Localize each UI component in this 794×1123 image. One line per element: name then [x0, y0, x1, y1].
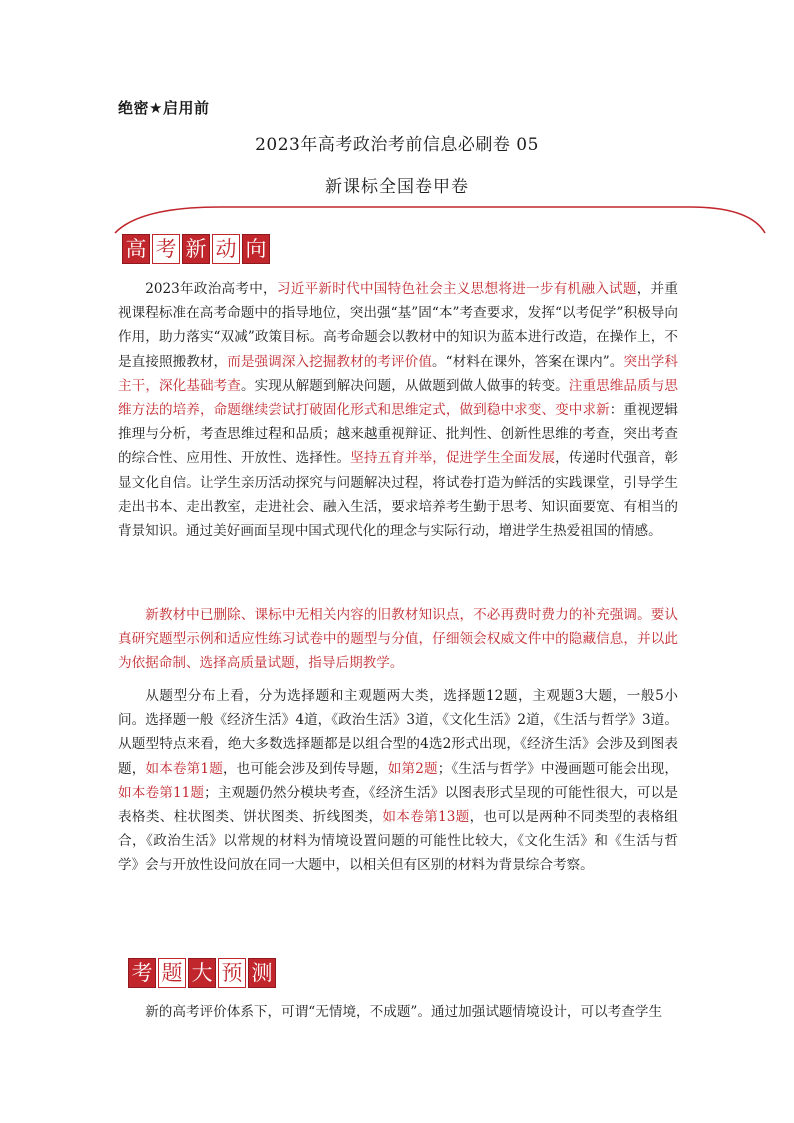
- highlight-text: 如本卷第1题: [145, 760, 223, 777]
- highlight-text: 如本卷第13题: [382, 809, 470, 826]
- banner-char: 向: [242, 234, 270, 264]
- text-run: 新的高考评价体系下，可谓“无情境，不成题”。通过加强试题情境设计，可以考查学生: [145, 1004, 663, 1020]
- text-run: 。“材料在课外，答案在课内”。: [431, 353, 624, 370]
- banner-char: 动: [212, 234, 240, 264]
- paragraph-question-types: [118, 684, 678, 878]
- banner-char: 测: [248, 958, 276, 988]
- banner-char: 考: [128, 958, 156, 988]
- text-run: ，并重视课程标准在高考命题中的指导地位，突出强“基”固“本”考查要求，发挥“以考促学”积极导向作用，助力落实“双减”政策目标。高考命题会以教材中的知识为蓝本进行改造，在操作上，不是直接照搬教材，: [118, 281, 678, 370]
- text-run: ；《生活与哲学》中漫画题可能会出现，: [437, 760, 679, 777]
- paragraph-textbook: [118, 603, 678, 676]
- banner-char: 题: [158, 958, 186, 988]
- section-banner-trends: [122, 234, 270, 264]
- section-banner-predictions: [128, 958, 276, 988]
- highlight-text: 习近平新时代中国特色社会主义思想将进一步有机融入试题: [276, 281, 637, 297]
- text-run: ，传递时代强音，彰显文化自信。让学生亲历活动探究与问题解决过程，将试卷打造为鲜活的实践课堂，引导学生走出书本、走出教室，走进社会、融入生活，要求培养考生勤于思考、知识面要宽、有相当的背景知识。通过美好画面呈现中国式现代化的理念与实际行动，增进学生热爱祖国的情感。: [118, 450, 679, 540]
- banner-char: 新: [182, 234, 210, 264]
- highlight-text: 如第2题: [387, 760, 438, 777]
- text-run: ：重视逻辑推理与分析，考查思维过程和品质；越来越重视辩证、批判性、创新性思维的考查，突出考查的综合性、应用性、开放性、选择性。: [118, 402, 678, 467]
- exam-subtitle: 新课标全国卷甲卷: [325, 177, 469, 197]
- banner-char: 大: [188, 958, 216, 988]
- text-run: 。实现从解题到解决问题，从做题到做人做事的转变。: [240, 377, 569, 394]
- text-run: ，也可以是两种不同类型的表格组合，《政治生活》以常规的材料为情境设置问题的可能性比较大，《文化生活》和《生活与哲学》会与开放性设问放在同一大题中，以相关但有区别的材料为背景综合考察。: [118, 809, 678, 874]
- paragraph-trends: [118, 277, 678, 543]
- banner-char: 考: [152, 234, 180, 264]
- text-run: 从题型分布上看，分为选择题和主观题两大类，选择题12题，主观题3大题，一般5小问。选择题一般《经济生活》4道，《政治生活》3道，《文化生活》2道，《生活与哲学》3道。从题型特点来看，绝大多数选择题都是以组合型的4选2形式出现，《经济生活》会涉及到图表题，: [118, 688, 678, 777]
- text-run: ；主观题仍然分模块考查，《经济生活》以图表形式呈现的可能性很大，可以是表格类、柱状图类、饼状图类、折线图类，: [118, 784, 678, 826]
- text-run: ，也可能会涉及到传导题，: [222, 760, 388, 777]
- banner-char: 高: [122, 234, 150, 264]
- highlight-text: 坚持五育并举，促进学生全面发展: [350, 450, 556, 467]
- banner-char: 预: [218, 958, 246, 988]
- highlight-text: 如本卷第11题: [118, 784, 205, 801]
- highlight-text: 注重思维品质与思维方法的培养，命题继续尝试打破固化形式和思维定式，做到稳中求变、变中求新: [118, 377, 679, 419]
- exam-title: 2023年高考政治考前信息必刷卷 05: [255, 135, 539, 155]
- confidential-label: 绝密★启用前: [118, 99, 210, 117]
- decorative-arc: [110, 205, 770, 235]
- highlight-text: 而是强调深入挖掘教材的考评价值: [227, 353, 432, 370]
- paragraph-evaluation: [118, 1000, 678, 1024]
- highlight-text: 突出学科主干，深化基础考查: [118, 353, 679, 394]
- text-run: 2023年政治高考中，: [145, 281, 277, 297]
- highlight-paragraph: 新教材中已删除、课标中无相关内容的旧教材知识点，不必再费时费力的补充强调。要认真研究题型示例和适应性练习试卷中的题型与分值，仔细领会权威文件中的隐藏信息，并以此为依据命制、选择高质量试题，指导后期教学。: [118, 607, 678, 672]
